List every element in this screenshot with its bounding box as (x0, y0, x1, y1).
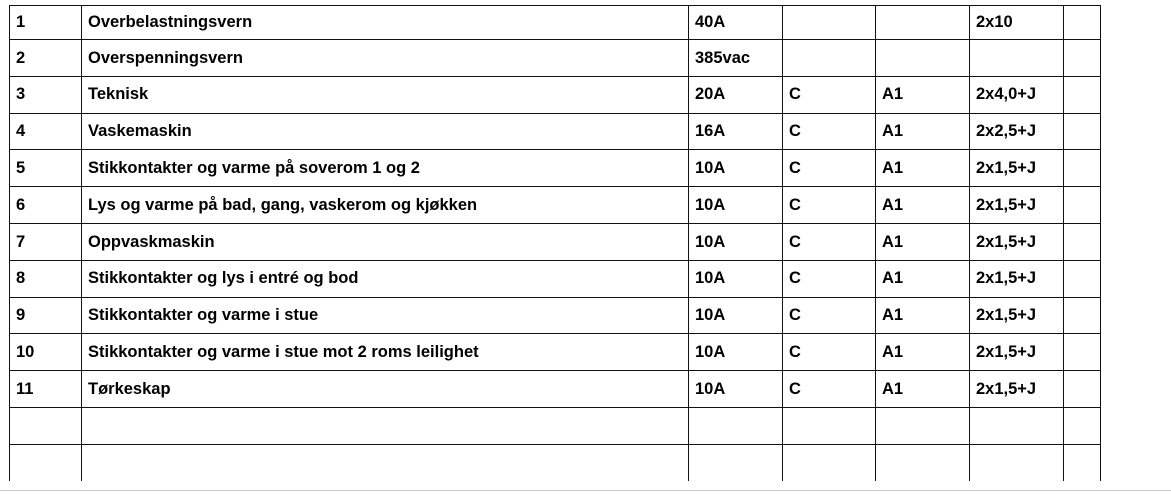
cable-size-cell: 2x1,5+J (970, 334, 1064, 371)
breaker-rating-cell: 10A (689, 334, 783, 371)
trip-curve-cell (783, 40, 876, 77)
cable-size-cell: 2x2,5+J (970, 113, 1064, 150)
circuit-number-cell (10, 407, 82, 444)
cable-size-cell: 2x1,5+J (970, 297, 1064, 334)
extra-cell (1064, 260, 1101, 297)
circuit-number-cell: 4 (10, 113, 82, 150)
rcd-group-cell: A1 (876, 187, 970, 224)
cable-size-cell (970, 407, 1064, 444)
breaker-rating-cell: 10A (689, 187, 783, 224)
circuit-table (9, 5, 1101, 481)
circuit-description-cell: Oppvaskmaskin (82, 223, 689, 260)
extra-cell (1064, 223, 1101, 260)
extra-cell (1064, 187, 1101, 224)
table-row (10, 76, 1101, 113)
circuit-number-cell: 3 (10, 76, 82, 113)
circuit-description-cell: Stikkontakter og varme i stue (82, 297, 689, 334)
breaker-rating-cell: 10A (689, 371, 783, 408)
circuit-description-cell: Stikkontakter og lys i entré og bod (82, 260, 689, 297)
cable-size-cell: 2x1,5+J (970, 187, 1064, 224)
table-row (10, 187, 1101, 224)
table-row (10, 334, 1101, 371)
rcd-group-cell: A1 (876, 223, 970, 260)
extra-cell (1064, 297, 1101, 334)
trip-curve-cell: C (783, 334, 876, 371)
extra-cell (1064, 113, 1101, 150)
trip-curve-cell: C (783, 76, 876, 113)
circuit-number-cell: 8 (10, 260, 82, 297)
circuit-description-cell (82, 407, 689, 444)
cable-size-cell: 2x1,5+J (970, 150, 1064, 187)
extra-cell (1064, 444, 1101, 481)
breaker-rating-cell: 10A (689, 223, 783, 260)
trip-curve-cell: C (783, 223, 876, 260)
cable-size-cell: 2x10 (970, 6, 1064, 40)
table-row (10, 150, 1101, 187)
rcd-group-cell (876, 407, 970, 444)
extra-cell (1064, 407, 1101, 444)
table-row (10, 407, 1101, 444)
rcd-group-cell: A1 (876, 76, 970, 113)
circuit-number-cell: 11 (10, 371, 82, 408)
circuit-number-cell: 2 (10, 40, 82, 77)
circuit-description-cell: Teknisk (82, 76, 689, 113)
table-row (10, 371, 1101, 408)
cable-size-cell: 2x1,5+J (970, 223, 1064, 260)
extra-cell (1064, 150, 1101, 187)
circuit-number-cell: 9 (10, 297, 82, 334)
table-row (10, 40, 1101, 77)
rcd-group-cell: A1 (876, 297, 970, 334)
circuit-table-body (10, 6, 1101, 482)
extra-cell (1064, 76, 1101, 113)
rcd-group-cell: A1 (876, 260, 970, 297)
cable-size-cell: 2x1,5+J (970, 260, 1064, 297)
circuit-number-cell: 10 (10, 334, 82, 371)
table-row (10, 223, 1101, 260)
rcd-group-cell (876, 40, 970, 77)
rcd-group-cell (876, 444, 970, 481)
circuit-description-cell: Overbelastningsvern (82, 6, 689, 40)
cable-size-cell: 2x4,0+J (970, 76, 1064, 113)
breaker-rating-cell: 20A (689, 76, 783, 113)
circuit-number-cell: 1 (10, 6, 82, 40)
circuit-description-cell: Vaskemaskin (82, 113, 689, 150)
breaker-rating-cell: 16A (689, 113, 783, 150)
table-row (10, 113, 1101, 150)
trip-curve-cell (783, 6, 876, 40)
breaker-rating-cell: 10A (689, 297, 783, 334)
rcd-group-cell (876, 6, 970, 40)
circuit-description-cell (82, 444, 689, 481)
circuit-number-cell: 7 (10, 223, 82, 260)
cable-size-cell: 2x1,5+J (970, 371, 1064, 408)
trip-curve-cell: C (783, 150, 876, 187)
rcd-group-cell: A1 (876, 334, 970, 371)
extra-cell (1064, 40, 1101, 77)
circuit-description-cell: Stikkontakter og varme i stue mot 2 roms leilighet (82, 334, 689, 371)
circuit-description-cell: Overspenningsvern (82, 40, 689, 77)
circuit-description-cell: Tørkeskap (82, 371, 689, 408)
circuit-number-cell: 6 (10, 187, 82, 224)
table-row (10, 444, 1101, 481)
trip-curve-cell (783, 407, 876, 444)
circuit-number-cell (10, 444, 82, 481)
trip-curve-cell (783, 444, 876, 481)
breaker-rating-cell (689, 444, 783, 481)
breaker-rating-cell: 10A (689, 260, 783, 297)
circuit-number-cell: 5 (10, 150, 82, 187)
rcd-group-cell: A1 (876, 371, 970, 408)
circuit-description-cell: Stikkontakter og varme på soverom 1 og 2 (82, 150, 689, 187)
trip-curve-cell: C (783, 187, 876, 224)
rcd-group-cell: A1 (876, 113, 970, 150)
extra-cell (1064, 334, 1101, 371)
breaker-rating-cell: 10A (689, 150, 783, 187)
trip-curve-cell: C (783, 260, 876, 297)
rcd-group-cell: A1 (876, 150, 970, 187)
page-bottom-rule (0, 490, 1171, 491)
breaker-rating-cell (689, 407, 783, 444)
circuit-description-cell: Lys og varme på bad, gang, vaskerom og kjøkken (82, 187, 689, 224)
trip-curve-cell: C (783, 113, 876, 150)
extra-cell (1064, 6, 1101, 40)
extra-cell (1064, 371, 1101, 408)
table-row (10, 297, 1101, 334)
cable-size-cell (970, 40, 1064, 77)
table-row (10, 6, 1101, 40)
table-row (10, 260, 1101, 297)
cable-size-cell (970, 444, 1064, 481)
breaker-rating-cell: 40A (689, 6, 783, 40)
breaker-rating-cell: 385vac (689, 40, 783, 77)
trip-curve-cell: C (783, 371, 876, 408)
trip-curve-cell: C (783, 297, 876, 334)
